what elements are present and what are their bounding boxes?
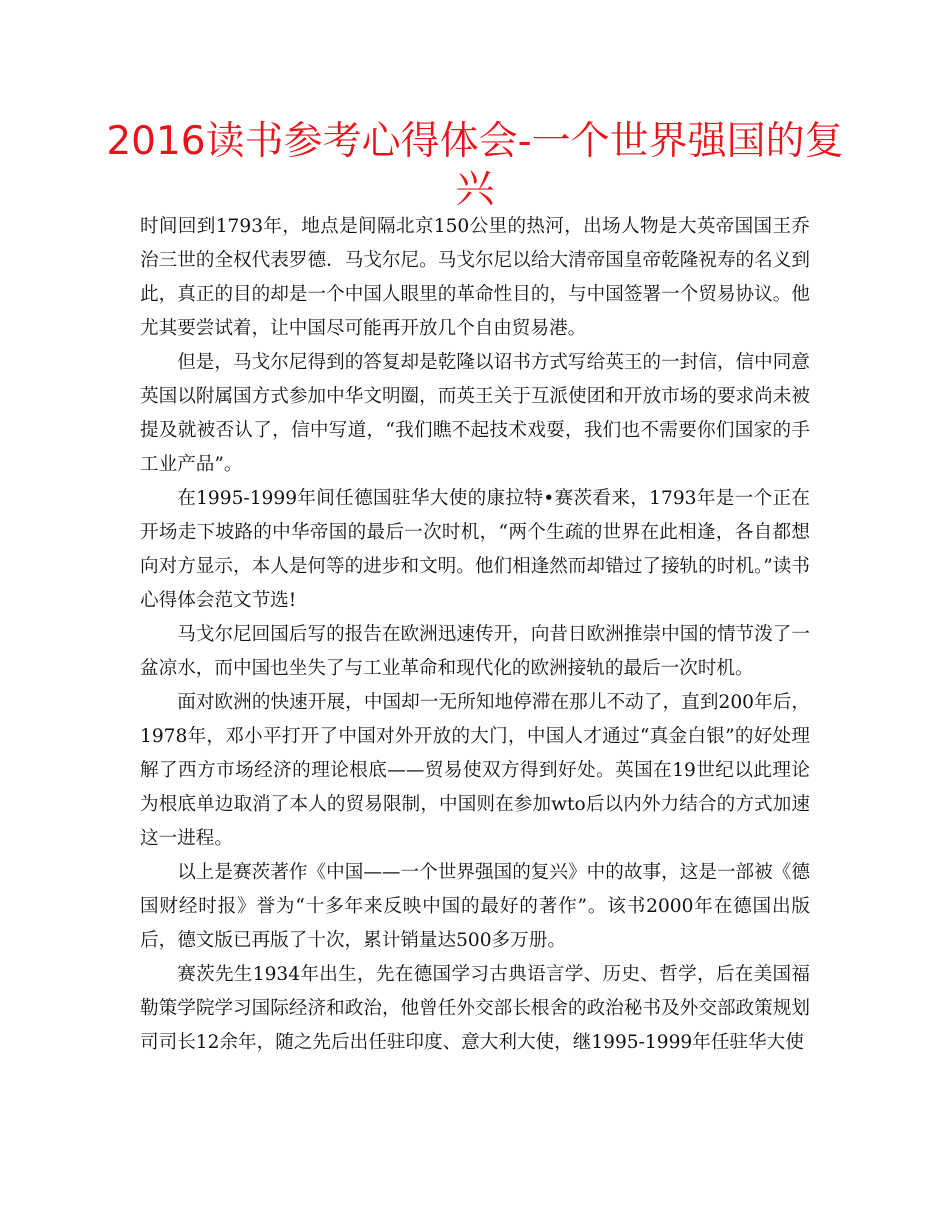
paragraph-7: 赛茨先生1934年出生，先在德国学习古典语言学、历史、哲学，后在美国福勒策学院学习国际经济和政治，他曾任外交部长根舍的政治秘书及外交部政策规划司司长12余年，随之先后出任驻印度、意大利大使，继1995-1999年任驻华大使 xyxy=(140,964,810,1053)
document-body xyxy=(140,210,810,1060)
paragraph-1: 时间回到1793年，地点是间隔北京150公里的热河，出场人物是大英帝国国王乔治三世的全权代表罗德．马戈尔尼。马戈尔尼以给大清帝国皇帝乾隆祝寿的名义到此，真正的目的却是一个中国人眼里的革命性目的，与中国签署一个贸易协议。他尤其要尝试着，让中国尽可能再开放几个自由贸易港。 xyxy=(140,216,810,339)
document-title: 2016读书参考心得体会-一个世界强国的复兴 xyxy=(106,119,844,212)
paragraph-6: 以上是赛茨著作《中国——一个世界强国的复兴》中的故事，这是一部被《德国财经时报》誉为“十多年来反映中国的最好的著作”。该书2000年在德国出版后，德文版已再版了十次，累计销量达500多万册。 xyxy=(140,862,810,951)
paragraph-4: 马戈尔尼回国后写的报告在欧洲迅速传开，向昔日欧洲推崇中国的情节泼了一盆凉水，而中国也坐失了与工业革命和现代化的欧洲接轨的最后一次时机。 xyxy=(140,624,810,679)
paragraph-3: 在1995-1999年间任德国驻华大使的康拉特•赛茨看来，1793年是一个正在开场走下坡路的中华帝国的最后一次时机，“两个生疏的世界在此相逢，各自都想向对方显示，本人是何等的进步和文明。他们相逢然而却错过了接轨的时机。”读书心得体会范文节选! xyxy=(140,488,810,611)
paragraph-5: 面对欧洲的快速开展，中国却一无所知地停滞在那儿不动了，直到200年后，1978年，邓小平打开了中国对外开放的大门，中国人才通过“真金白银”的好处理解了西方市场经济的理论根底——贸易使双方得到好处。英国在19世纪以此理论为根底单边取消了本人的贸易限制，中国则在参加wto后以内外力结合的方式加速这一进程。 xyxy=(140,692,810,849)
paragraph-2: 但是，马戈尔尼得到的答复却是乾隆以诏书方式写给英王的一封信，信中同意英国以附属国方式参加中华文明圈，而英王关于互派使团和开放市场的要求尚未被提及就被否认了，信中写道，“我们瞧不起技术戏耍，我们也不需要你们国家的手工业产品”。 xyxy=(140,352,810,475)
